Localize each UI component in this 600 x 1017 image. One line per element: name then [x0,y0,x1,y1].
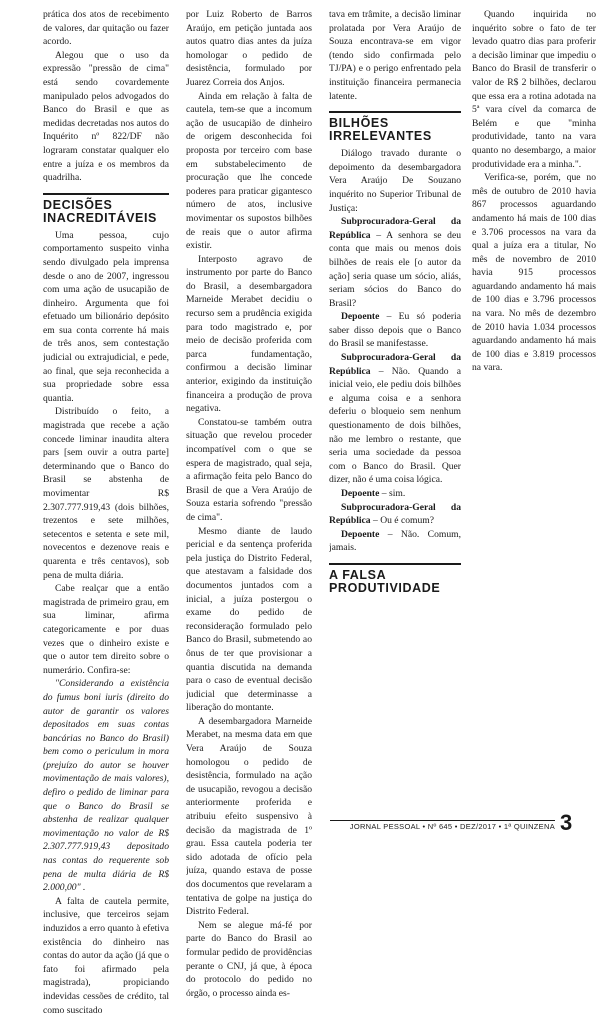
column-3 [329,8,461,599]
paragraph: Alegou que o uso da expressão "pressão de cima" está sendo covardemente manipulado pelos advogados do Banco do Brasil e que as medidas decretadas nos autos do Inquérito nº 822/DF não lograram constatar qualquer elo entre a juíza e os membros da quadrilha. [43,49,169,184]
paragraph: Uma pessoa, cujo comportamento suspeito vinha sendo divulgado pela imprensa desde o ano de 2007, ingressou com uma ação de usucapião de dinheiro. Argumenta que foi efetuado um bilionário depósito em sua conta corrente há mais de três anos, sem contestação judicial ou extrajudicial, e pede, ao final, que seja reconhecida a sua propriedade sobre essa quantia. [43,229,169,404]
column-2 [186,8,312,1000]
speaker: Depoente [341,311,380,323]
paragraph: Distribuído o feito, a magistrada que recebe a ação concede liminar inaudita altera pars [sem ouvir a outra parte] determinando que o Banco do Brasil se abstenha de movimentar R$ 2.307.777.919,43 (dois bilhões, trezentos e sete milhões, setecentos e setenta e sete mil, novecentos e dezenove reais e quarenta e três centavos), sob pena de multa diária. [43,406,169,581]
dialogue-text: – Não. Comum, jamais. [329,528,461,554]
paragraph: Quando inquirida no inquérito sobre o fato de ter levado quatro dias para proferir a decisão liminar que impediu o Banco do Brasil de transferir o valor de R$ 2 bilhões, declarou que essa era a rotina adotada na 5ª vara cível da comarca de Belém e que "minha produtividade, tanto na vara quanto no desembargo, a maior produtividade era a minha.". [472,9,596,170]
dialogue-line [329,310,461,351]
quote: "Considerando a existência do fumus boni iuris (direito do autor de garantir os valores depositados em suas contas bancárias no Banco do Brasil) bem como o periculum in mora (prejuízo do autor se houver movimentação de mais valores), defiro o pedido de liminar para que o Banco do Brasil se abstenha de realizar qualquer movimentação no valor de R$ 2.307.777.919,43 depositado nas contas do requerente sob pena de multa diária de R$ 2.000,00" . [43,678,169,894]
dialogue-text: – sim. [379,488,406,499]
dialogue-text: – Ou é comum? [370,515,435,527]
column-4 [472,8,596,375]
page-number: 3 [560,810,573,835]
paragraph: tava em trâmite, a decisão liminar prolatada por Vera Araújo de Souza encontrava-se em vigor (tendo sido confirmada pelo TJ/PA) e o perigo enfrentado pela instituição financeira permanecia latente. [329,9,461,102]
paragraph: Nem se alegue má-fé por parte do Banco do Brasil ao formular pedido de providências perante o CNJ, já que, à época do protocolo do pedido no órgão, o processo ainda es- [186,919,312,999]
paragraph: A desembargadora Marneide Merabet, na mesma data em que Vera Araújo de Souza homologou o pedido de desistência, formulado na ação de usucapião, revogou a decisão anteriormente proferida e atribuiu efeito suspensivo à decisão da magistrada de 1º grau. Essa cautela poderia ter sido adotada de ofício pela juíza, quando estava de posse dos documentos que revelaram a tentativa de golpe na justiça do Distrito Federal. [186,715,312,918]
paragraph: A falta de cautela permite, inclusive, que terceiros sejam induzidos a erro quanto à efetiva existência do dinheiro nas contas do autor da ação (já que o fato foi afirmado pela magistrada), propiciando indevidas cessões de crédito, tal como suscitado [43,895,169,1016]
paragraph: Constatou-se também outra situação que revelou proceder incompatível com o que se espera de magistrado, qual seja, a afirmação feita pelo Banco do Brasil de que a Vera Araújo de Souza estaria sofrendo "pressão de cima". [186,416,312,523]
dialogue-line [329,501,461,528]
paragraph: Verifica-se, porém, que no mês de outubro de 2010 havia 867 processos aguardando andamento há mais de 100 dias e 3.706 processos na vara da qual a juíza era a titular, No mês de novembro de 2010 havia 915 processos aguardando andamento há mais de 100 dias e 3.796 processos na vara. No mês de dezembro de 2010 havia 1.034 processos aguardando andamento há mais de 100 dias e 3.819 processos na vara. [472,172,596,374]
dialogue-text: – Eu só poderia saber disso depois que o Banco do Brasil se manifestasse. [329,311,461,350]
dialogue-text: – A senhora se deu conta que mais ou menos dois bilhões de reais ele [o autor da ação] seria quase um sócio, aliás, seriam sócios do Banco do Brasil? [329,229,461,309]
paragraph: Cabe realçar que a então magistrada de primeiro grau, em sua liminar, afirma categoricamente e por duas vezes que o dinheiro existe e que o autor tem direito sobre o numerário. Confira-se: [43,583,169,676]
column-1 [43,8,169,1017]
paragraph: por Luiz Roberto de Barros Araújo, em petição juntada aos autos quatro dias antes da juíza homologar o pedido de desistência, formulado por Juarez Correia dos Anjos. [186,9,312,88]
section-heading: A FALSA PRODUTIVIDADE [329,563,461,595]
dialogue-line [329,215,461,310]
dialogue-text: – Não. Quando a inicial veio, ele pediu dois bilhões e alguma coisa e a senhora deferiu o bloqueio sem nenhum questionamento de dois bilhões, não me lembro o restante, que seria uma sociedade da pessoa com o Banco do Brasil. Quer dizer, não é uma coisa lógica. [329,365,461,486]
section-heading: BILHÕES IRRELEVANTES [329,111,461,143]
speaker: Subprocuradora-Geral da República [329,501,461,527]
dialogue-line [329,351,461,487]
section-heading: DECISÕES INACREDITÁVEIS [43,193,169,225]
dialogue-line [329,528,461,555]
speaker: Depoente [341,488,380,499]
speaker: Subprocuradora-Geral da República [329,216,461,241]
speaker: Subprocuradora-Geral da República [329,352,461,377]
paragraph: Diálogo travado durante o depoimento da desembargadora Vera Araújo De Souzano inquérito no Superior Tribunal de Justiça: [329,148,461,214]
paragraph: Ainda em relação à falta de cautela, tem-se que a incomum ação de usucapião de dinheiro de origem desconhecida foi proposta por terceiro com base em substabelecimento de procuração que lhe concede poderes para praticar gigantesco número de atos, inclusive movimentar os supostos bilhões de reais que o autor afirma existir. [186,90,312,252]
paragraph: Mesmo diante de laudo pericial e da sentença proferida pela justiça do Distrito Federal, que atestavam a falsidade dos documentos juntados com a inicial, a juíza postergou o exame do pedido de reconsideração formulado pelo Banco do Brasil, submetendo ao ônus de ter que provisionar a quantia discutida na demanda para o caso de eventual decisão judicial que determinasse a liberação do montante. [186,525,312,714]
dialogue-line [329,487,461,501]
paragraph: prática dos atos de recebimento de valores, dar quitação ou fazer acordo. [43,9,169,48]
page-footer: JORNAL PESSOAL • Nº 645 • DEZ/2017 • 1ª QUINZENA [330,820,555,833]
speaker: Depoente [341,528,380,540]
paragraph: Interposto agravo de instrumento por parte do Banco do Brasil, a desembargadora Marneide Merabet decidiu o recurso sem a prudência exigida para todo magistrado e, por meio de decisão proferida com parca fundamentação, confirmou a decisão liminar anterior, exigindo da instituição financeira a produção de prova negativa. [186,253,312,415]
